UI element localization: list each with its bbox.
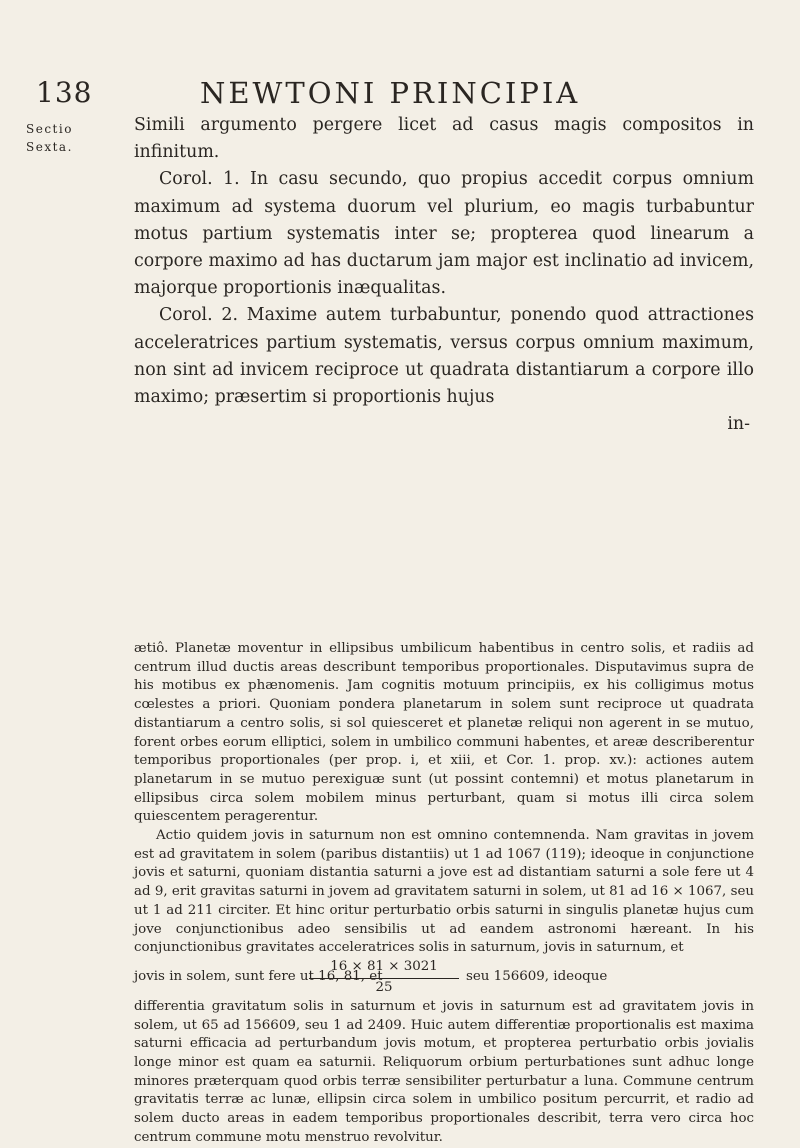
formula-prefix: jovis in solem, sunt fere ut 16, 81, et: [134, 968, 383, 984]
fraction-denominator: 25: [375, 979, 393, 995]
paragraph-corollary-1: Corol. 1. In casu secundo, quo propius accedit corpus omnium maximum ad systema duorum vel plurium, eo magis turbabuntur motus partium systematis inter se; propterea quod linearum a corpore maximo ad has ductarum jam major est inclinatio ad invicem, majorque proportionis inæqualitas.: [134, 169, 754, 299]
margin-note-line: Sexta.: [26, 140, 73, 154]
running-head: NEWTONI PRINCIPIA: [200, 76, 581, 110]
paragraph-intro: Simili argumento pergere licet ad casus magis compositos in infinitum.: [134, 115, 754, 163]
commentary-paragraph-2: Actio quidem jovis in saturnum non est omnino contemnenda. Nam gravitas in jovem est ad gravitatem in solem (paribus distantiis) ut 1 ad 1067 (119); ideoque in conjunctione jovis et saturni, quoniam distantia saturni a jove est ad distantiam saturni a sole fere ut 4 ad 9, erit gravitas saturni in jovem ad gravitatem saturni in solem, ut 81 ad 16 × 1067, seu ut 1 ad 211 circiter. Et hinc oritur perturbatio orbis saturni in singulis planetæ hujus cum jove conjunctionibus adeo sensibilis ut ad eandem astronomi hæreant. In his conjunctionibus gravitates acceleratrices solis in saturnum, jovis in saturnum, et: [134, 828, 754, 956]
formula-suffix: seu 156609, ideoque: [466, 968, 608, 984]
formula-line: [134, 958, 754, 998]
paragraph-corollary-2: Corol. 2. Maxime autem turbabuntur, ponendo quod attractiones acceleratrices partium systematis, versus corpus omnium maximum, non sint ad invicem reciproce ut quadrata distantiarum a corpore illo maximo; præsertim si proportionis hujus: [134, 305, 754, 408]
margin-note: [26, 120, 73, 156]
commentary-paragraph-3: differentia gravitatum solis in saturnum et jovis in saturnum est ad gravitatem jovis in solem, ut 65 ad 156609, seu 1 ad 2409. Huic autem differentiæ proportionalis est maxima saturni efficacia ad perturbandum jovis motum, et propterea perturbatio orbis jovialis longe minor est quam ea saturnii. Reliquorum orbium perturbationes sunt adhuc longe minores præterquam quod orbis terræ sensibiliter perturbatur a luna. Commune centrum gravitatis terræ ac lunæ, ellipsin circa solem in umbilico positum percurrit, et radio ad solem ducto areas in eadem temporibus proportionales describit, terra vero circa hoc centrum commune motu menstruo revolvitur.: [134, 998, 754, 1145]
fraction: [309, 958, 459, 997]
catchword: in-: [727, 414, 750, 435]
commentary-paragraph-1: ætiô. Planetæ moventur in ellipsibus umbilicum habentibus in centro solis, et radiis ad centrum illud ductis areas describunt temporibus proportionales. Disputavimus supra de his motibus ex phænomenis. Jam cognitis motuum principiis, ex his colligimus motus cœlestes a priori. Quoniam pondera planetarum in solem sunt reciproce ut quadrata distantiarum a centro solis, si sol quiesceret et planetæ reliqui non agerent in se mutuo, forent orbes eorum elliptici, solem in umbilico communi habentes, et areæ describerentur temporibus proportionales (per prop. i, et xiii, et Cor. 1. prop. xv.): actiones autem planetarum in se mutuo perexiguæ sunt (ut possint contemni) et motus planetarum in ellipsibus circa solem mobilem minus perturbant, quam si motus illi circa solem quiescentem peragerentur.: [134, 641, 754, 825]
page-number: 138: [36, 76, 93, 109]
main-text: [134, 112, 754, 438]
fraction-numerator: 16 × 81 × 3021: [309, 958, 459, 979]
margin-note-line: Sectio: [26, 122, 73, 136]
commentary-text: [134, 640, 754, 1148]
